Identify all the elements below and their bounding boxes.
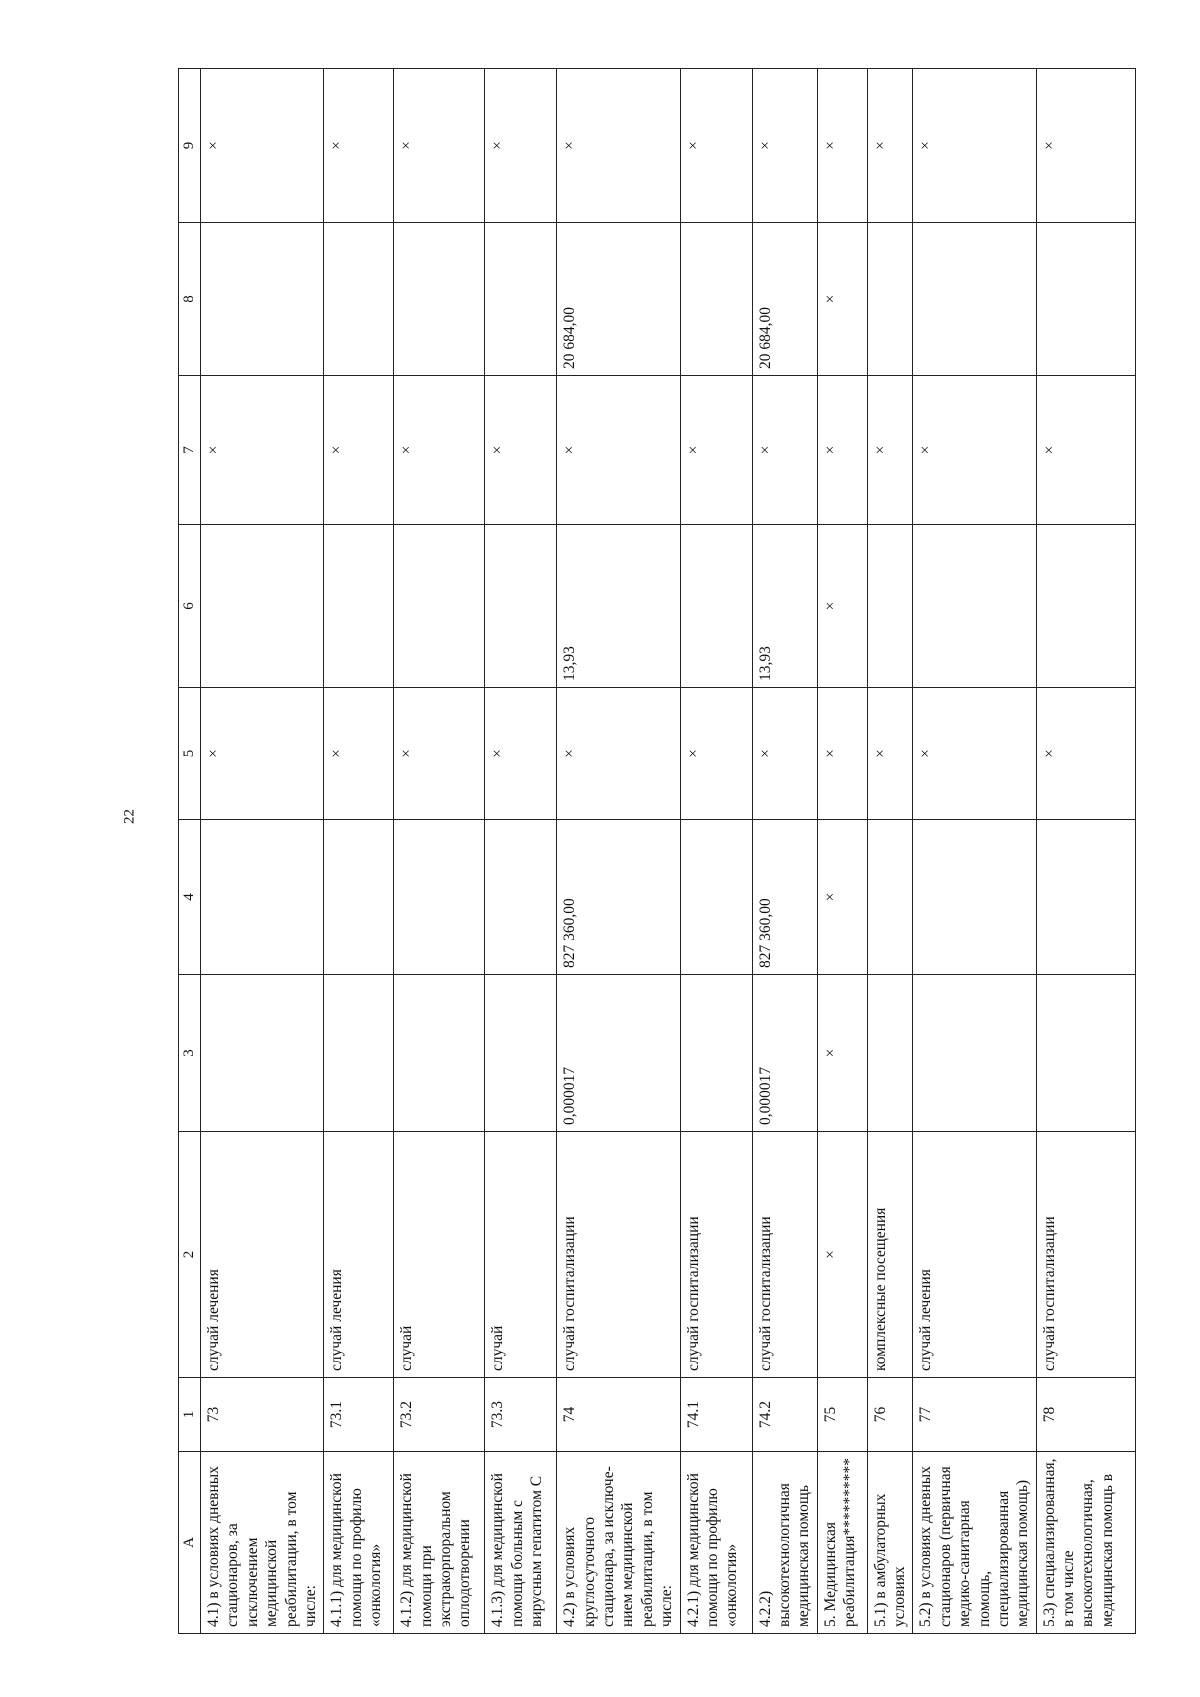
table-row (752, 69, 817, 1634)
value-cell-7: × (394, 376, 485, 525)
value-cell-9: × (557, 69, 680, 223)
value-cell-6: × (817, 525, 867, 688)
table-row (485, 69, 557, 1634)
header-cell-3: 3 (179, 975, 201, 1132)
value-cell-7: × (1036, 376, 1135, 525)
value-cell-7: × (913, 376, 1036, 525)
row-label: 5.2) в условиях дневных стационаров (первичная медико-санитарная помощь, специализированная медицинская помощь) (913, 1452, 1036, 1634)
value-cell-3 (913, 975, 1036, 1132)
value-cell-7: × (557, 376, 680, 525)
value-cell-7: × (817, 376, 867, 525)
value-cell-8 (1036, 223, 1135, 376)
table-row (201, 69, 324, 1634)
value-cell-9: × (1036, 69, 1135, 223)
header-cell-5: 5 (179, 688, 201, 820)
value-cell-9: × (817, 69, 867, 223)
value-cell-7: × (201, 376, 324, 525)
value-cell-7: × (324, 376, 394, 525)
row-number: 73.2 (394, 1378, 485, 1452)
value-cell-3 (201, 975, 324, 1132)
value-cell-7: × (680, 376, 752, 525)
table-row (394, 69, 485, 1634)
value-cell-4 (1036, 820, 1135, 975)
row-number: 73.3 (485, 1378, 557, 1452)
row-number: 74.2 (752, 1378, 817, 1452)
value-cell-9: × (201, 69, 324, 223)
unit-cell: случай госпитализации (680, 1132, 752, 1378)
value-cell-4 (324, 820, 394, 975)
header-cell-6: 6 (179, 525, 201, 688)
value-cell-4 (680, 820, 752, 975)
value-cell-5: × (1036, 688, 1135, 820)
unit-cell: случай госпитализации (1036, 1132, 1135, 1378)
value-cell-4: 827 360,00 (752, 820, 817, 975)
header-cell-9: 9 (179, 69, 201, 223)
row-label: 5.3) специализированная, в том числе высокотехнологичная, медицинская помощь в (1036, 1452, 1135, 1634)
rotated-table-container (178, 69, 1130, 1634)
unit-cell: случай (394, 1132, 485, 1378)
value-cell-5: × (201, 688, 324, 820)
unit-cell: случай лечения (324, 1132, 394, 1378)
row-number: 73.1 (324, 1378, 394, 1452)
value-cell-5: × (557, 688, 680, 820)
row-number: 78 (1036, 1378, 1135, 1452)
value-cell-6 (485, 525, 557, 688)
header-cell-a: А (179, 1452, 201, 1634)
header-cell-7: 7 (179, 376, 201, 525)
table-row (680, 69, 752, 1634)
table-row (817, 69, 867, 1634)
value-cell-8: 20 684,00 (752, 223, 817, 376)
table-row (867, 69, 913, 1634)
row-label: 4.1.3) для медицинской помощи больным с вирусным гепатитом С (485, 1452, 557, 1634)
value-cell-6 (680, 525, 752, 688)
row-label: 4.2.1) для медицинской помощи по профилю «онкология» (680, 1452, 752, 1634)
row-label: 4.1.2) для медицинской помощи при экстракорпоральном оплодотворении (394, 1452, 485, 1634)
value-cell-8 (324, 223, 394, 376)
value-cell-8 (867, 223, 913, 376)
row-number: 77 (913, 1378, 1036, 1452)
value-cell-5: × (324, 688, 394, 820)
value-cell-3 (867, 975, 913, 1132)
value-cell-3: 0,000017 (752, 975, 817, 1132)
value-cell-8 (394, 223, 485, 376)
row-label: 4.2) в условиях круглосуточного стационара, за исключе-нием медицинской реабилитации, в том числе: (557, 1452, 680, 1634)
value-cell-9: × (324, 69, 394, 223)
value-cell-5: × (680, 688, 752, 820)
value-cell-7: × (867, 376, 913, 525)
row-number: 75 (817, 1378, 867, 1452)
value-cell-9: × (394, 69, 485, 223)
table-header-row (179, 69, 201, 1634)
data-table (178, 68, 1136, 1634)
table-row (913, 69, 1036, 1634)
value-cell-9: × (752, 69, 817, 223)
value-cell-8 (201, 223, 324, 376)
value-cell-5: × (817, 688, 867, 820)
unit-cell: случай госпитализации (752, 1132, 817, 1378)
value-cell-8: × (817, 223, 867, 376)
unit-cell: случай (485, 1132, 557, 1378)
table-row (557, 69, 680, 1634)
row-number: 74 (557, 1378, 680, 1452)
unit-cell: случай лечения (201, 1132, 324, 1378)
value-cell-6: 13,93 (557, 525, 680, 688)
value-cell-4 (485, 820, 557, 975)
table-row (1036, 69, 1135, 1634)
value-cell-7: × (752, 376, 817, 525)
value-cell-5: × (913, 688, 1036, 820)
row-number: 74.1 (680, 1378, 752, 1452)
value-cell-4: 827 360,00 (557, 820, 680, 975)
value-cell-6 (913, 525, 1036, 688)
row-label: 4.1.1) для медицинской помощи по профилю «онкология» (324, 1452, 394, 1634)
unit-cell: комплексные посещения (867, 1132, 913, 1378)
header-cell-8: 8 (179, 223, 201, 376)
value-cell-3 (394, 975, 485, 1132)
unit-cell: × (817, 1132, 867, 1378)
row-label: 4.1) в условиях дневных стационаров, за исключением медицинской реабилитации, в том числе: (201, 1452, 324, 1634)
unit-cell: случай госпитализации (557, 1132, 680, 1378)
header-cell-2: 2 (179, 1132, 201, 1378)
row-label: 4.2.2) высокотехнологичная медицинская помощь (752, 1452, 817, 1634)
value-cell-6 (867, 525, 913, 688)
unit-cell: случай лечения (913, 1132, 1036, 1378)
value-cell-8: 20 684,00 (557, 223, 680, 376)
row-number: 73 (201, 1378, 324, 1452)
value-cell-6 (394, 525, 485, 688)
value-cell-4 (394, 820, 485, 975)
table-row (324, 69, 394, 1634)
value-cell-9: × (867, 69, 913, 223)
page-number: 22 (121, 809, 138, 824)
value-cell-9: × (913, 69, 1036, 223)
value-cell-8 (913, 223, 1036, 376)
value-cell-6: 13,93 (752, 525, 817, 688)
value-cell-3 (485, 975, 557, 1132)
row-label: 5.1) в амбулаторных условиях (867, 1452, 913, 1634)
value-cell-3 (680, 975, 752, 1132)
value-cell-4 (201, 820, 324, 975)
value-cell-3 (1036, 975, 1135, 1132)
value-cell-4: × (817, 820, 867, 975)
value-cell-6 (201, 525, 324, 688)
value-cell-8 (485, 223, 557, 376)
value-cell-5: × (752, 688, 817, 820)
value-cell-6 (1036, 525, 1135, 688)
value-cell-5: × (867, 688, 913, 820)
value-cell-3 (324, 975, 394, 1132)
value-cell-6 (324, 525, 394, 688)
value-cell-9: × (485, 69, 557, 223)
value-cell-8 (680, 223, 752, 376)
value-cell-7: × (485, 376, 557, 525)
value-cell-4 (867, 820, 913, 975)
header-cell-4: 4 (179, 820, 201, 975)
value-cell-4 (913, 820, 1036, 975)
value-cell-3: 0,000017 (557, 975, 680, 1132)
header-cell-1: 1 (179, 1378, 201, 1452)
row-number: 76 (867, 1378, 913, 1452)
value-cell-5: × (485, 688, 557, 820)
value-cell-9: × (680, 69, 752, 223)
row-label: 5. Медицинская реабилитация********** (817, 1452, 867, 1634)
value-cell-3: × (817, 975, 867, 1132)
value-cell-5: × (394, 688, 485, 820)
